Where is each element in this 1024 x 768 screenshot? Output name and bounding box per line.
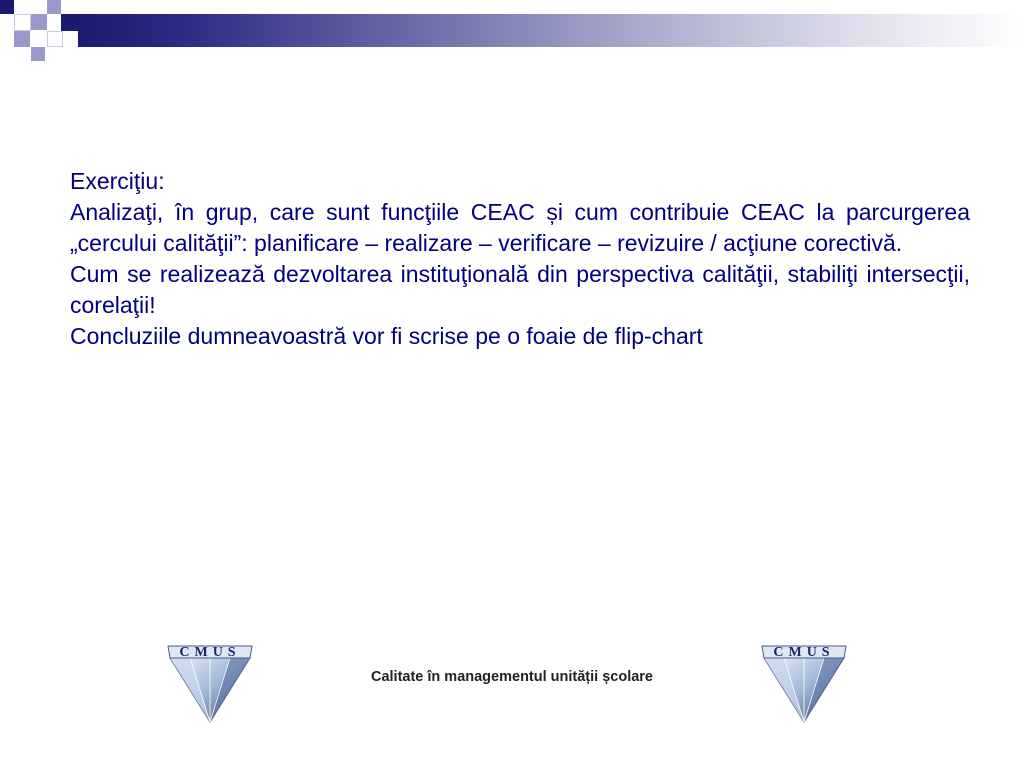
decor-square-dark [0, 0, 14, 14]
corner-squares-decoration [0, 0, 90, 70]
decor-square-small [31, 47, 45, 61]
logo-right-text: CMUS [773, 645, 835, 660]
exercise-paragraph-development: Cum se realizează dezvoltarea instituţională din perspectiva calităţii, stabiliţi intersecţii, corelaţii! [70, 261, 970, 318]
exercise-text-block [70, 166, 970, 352]
decor-square-light [14, 14, 31, 31]
logo-left-text: CMUS [179, 645, 241, 660]
exercise-heading: Exerciţiu: [70, 168, 165, 194]
decor-square-dark [47, 0, 61, 14]
cmus-diamond-logo-icon [756, 638, 852, 724]
decor-square-mid [31, 14, 47, 30]
footer-caption: Calitate în managementul unității școlare [370, 669, 653, 685]
decor-square-navy [61, 14, 78, 31]
decor-square-mid [14, 31, 30, 47]
decor-square-dark [47, 31, 63, 47]
cmus-diamond-logo-icon [162, 638, 258, 724]
header-gradient-bar [78, 14, 1024, 47]
exercise-paragraph-conclusions: Concluziile dumneavoastră vor fi scrise pe o foaie de flip-chart [70, 323, 703, 349]
exercise-paragraph-functions: Analizaţi, în grup, care sunt funcţiile CEAC și cum contribuie CEAC la parcurgerea „cercului calităţii”: planificare – realizare – verificare – revizuire / acţiune corectivă. [70, 199, 970, 256]
